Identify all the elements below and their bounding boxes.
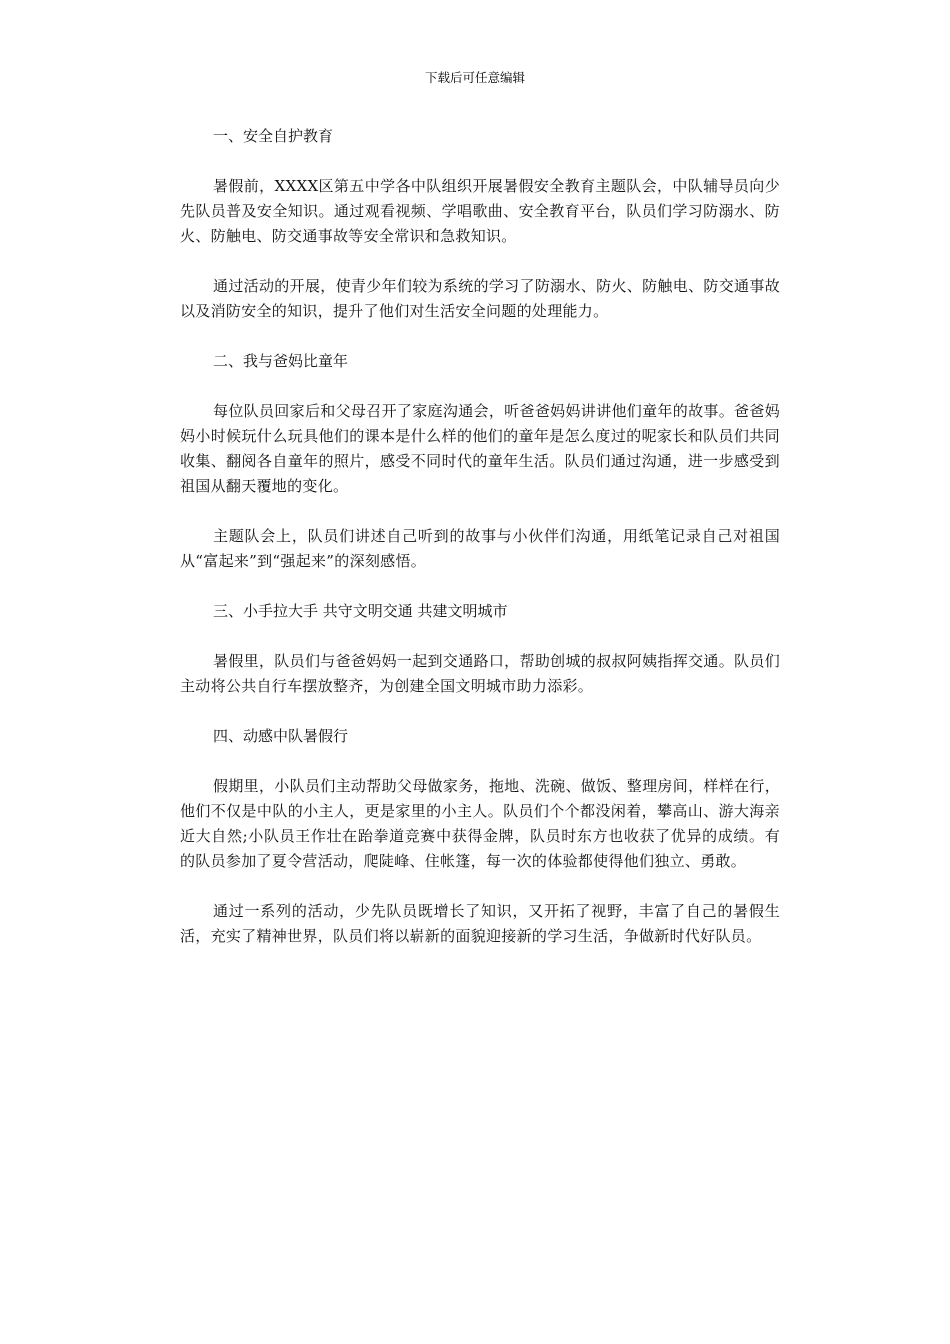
section-heading: 三、小手拉大手 共守文明交通 共建文明城市 bbox=[213, 602, 508, 620]
paragraph: 假期里，小队员们主动帮助父母做家务，拖地、洗碗、做饭、整理房间，样样在行，他们不仅是中队的小主人，更是家里的小主人。队员们个个都没闲着，攀高山、游大海亲近大自然;小队员王作壮在跆拳道竞赛中获得金牌，队员时东方也收获了优异的成绩。有的队员参加了夏令营活动，爬陡峰、住帐篷，每一次的体验都使得他们独立、勇敢。 bbox=[180, 777, 780, 870]
section-heading: 二、我与爸妈比童年 bbox=[213, 352, 349, 370]
paragraph: 通过活动的开展，使青少年们较为系统的学习了防溺水、防火、防触电、防交通事故以及消防安全的知识，提升了他们对生活安全问题的处理能力。 bbox=[180, 277, 780, 320]
page-header: 下载后可任意编辑 bbox=[424, 70, 525, 85]
document-body bbox=[180, 124, 780, 949]
paragraph: 通过一系列的活动，少先队员既增长了知识，又开拓了视野，丰富了自己的暑假生活，充实了精神世界，队员们将以崭新的面貌迎接新的学习生活，争做新时代好队员。 bbox=[180, 902, 780, 945]
paragraph: 暑假里，队员们与爸爸妈妈一起到交通路口，帮助创城的叔叔阿姨指挥交通。队员们主动将公共自行车摆放整齐，为创建全国文明城市助力添彩。 bbox=[180, 652, 780, 695]
paragraph: 暑假前，XXXX区第五中学各中队组织开展暑假安全教育主题队会，中队辅导员向少先队员普及安全知识。通过观看视频、学唱歌曲、安全教育平台，队员们学习防溺水、防火、防触电、防交通事故等安全常识和急救知识。 bbox=[180, 177, 780, 245]
section-heading: 四、动感中队暑假行 bbox=[213, 727, 349, 745]
section-heading: 一、安全自护教育 bbox=[213, 127, 334, 145]
paragraph: 主题队会上，队员们讲述自己听到的故事与小伙伴们沟通，用纸笔记录自己对祖国从“富起来”到“强起来”的深刻感悟。 bbox=[180, 527, 780, 570]
paragraph: 每位队员回家后和父母召开了家庭沟通会，听爸爸妈妈讲讲他们童年的故事。爸爸妈妈小时候玩什么玩具他们的课本是什么样的他们的童年是怎么度过的呢家长和队员们共同收集、翻阅各自童年的照片，感受不同时代的童年生活。队员们通过沟通，进一步感受到祖国从翻天覆地的变化。 bbox=[180, 402, 780, 495]
